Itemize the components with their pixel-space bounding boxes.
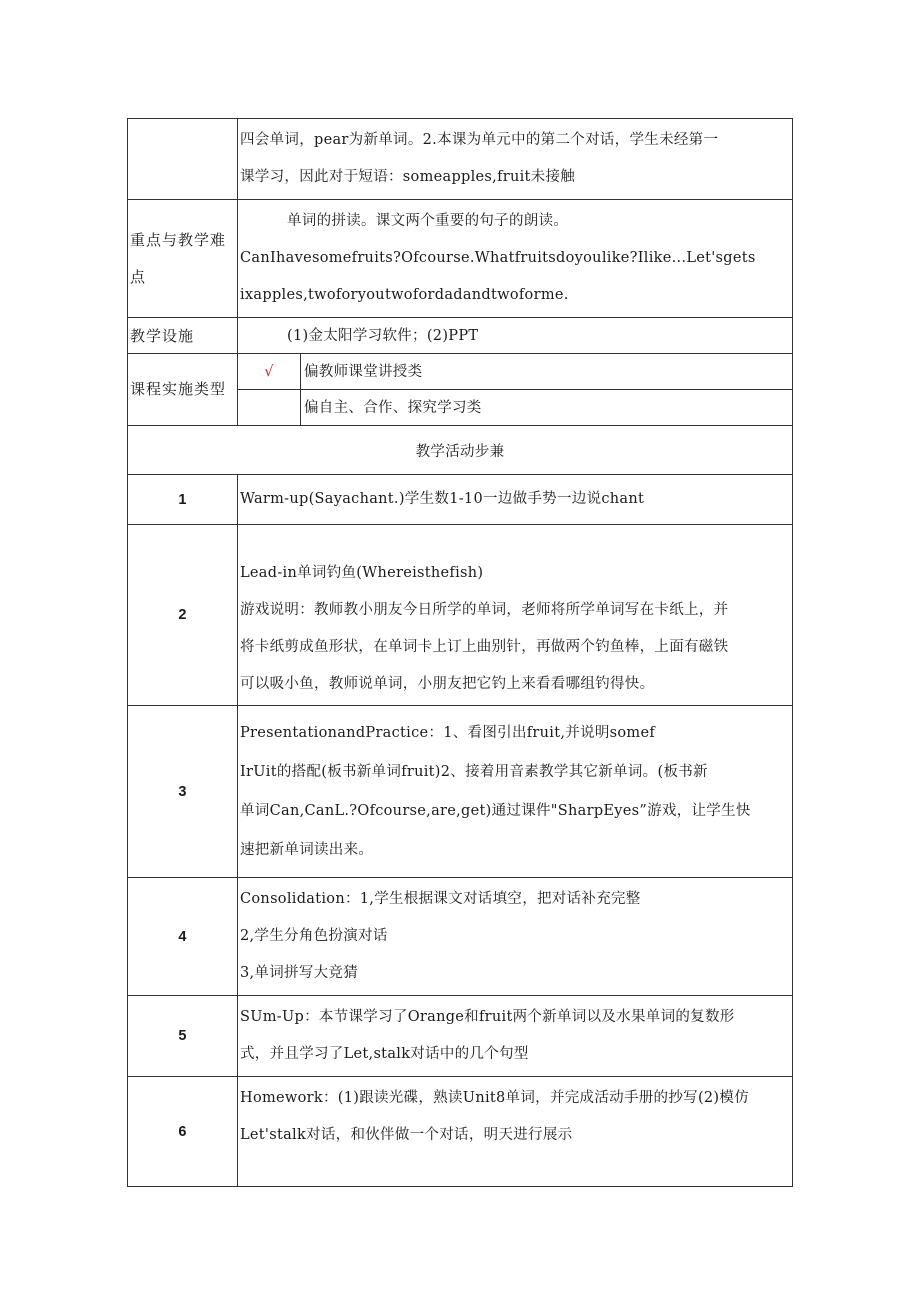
step-row-4 bbox=[128, 878, 793, 996]
facilities-row bbox=[128, 318, 793, 354]
intro-line-2: 课学习，因此对于短语：someapples,fruit未接触 bbox=[240, 169, 576, 185]
intro-text bbox=[238, 119, 792, 199]
step-row-1 bbox=[128, 475, 793, 525]
step-3-line-3: 单词Can,CanL.?Ofcourse,are,get)通过课件"SharpEyes”游戏，让学生快 bbox=[240, 802, 751, 819]
step-3-line-4: 速把新单词读出来。 bbox=[240, 841, 374, 858]
course-type-label-cell bbox=[128, 354, 238, 426]
step-2-line-1: Lead-in单词钓鱼(Whereisthefish) bbox=[240, 565, 484, 581]
steps-header-row bbox=[128, 426, 793, 475]
step-4-line-2: 2,学生分角色扮演对话 bbox=[240, 928, 388, 944]
step-3-line-1: PresentationandPractice：1、看图引出fruit,并说明somef bbox=[240, 724, 656, 741]
course-type-check-2 bbox=[238, 390, 301, 426]
step-row-2 bbox=[128, 525, 793, 706]
step-row-5 bbox=[128, 996, 793, 1077]
lesson-plan-table bbox=[127, 118, 793, 1187]
checkmark-icon: √ bbox=[264, 363, 274, 380]
step-5-line-2: 式，并且学习了Let,stalk对话中的几个句型 bbox=[240, 1046, 529, 1062]
step-row-6 bbox=[128, 1077, 793, 1187]
key-points-line-3: ixapples,twoforyoutwofordadandtwoforme. bbox=[240, 287, 569, 303]
step-content-4 bbox=[238, 878, 793, 996]
step-number-4: 4 bbox=[128, 878, 238, 996]
step-content-6 bbox=[238, 1077, 793, 1187]
step-number-2: 2 bbox=[128, 525, 238, 706]
step-number-5: 5 bbox=[128, 996, 238, 1077]
key-points-row bbox=[128, 200, 793, 318]
step-content-1 bbox=[238, 475, 793, 525]
key-points-label-cell bbox=[128, 200, 238, 318]
step-6-line-2: Let'stalk对话，和伙伴做一个对话，明天进行展示 bbox=[240, 1127, 573, 1143]
intro-content-cell bbox=[238, 119, 793, 200]
steps-header: 教学活动步兼 bbox=[128, 426, 793, 475]
facilities-text: (1)金太阳学习软件；(2)PPT bbox=[287, 327, 479, 344]
key-points-content-cell bbox=[238, 200, 793, 318]
facilities-content-cell bbox=[238, 318, 793, 354]
step-4-line-3: 3,单词拼写大竞猜 bbox=[240, 965, 359, 981]
step-5-line-1: SUm-Up：本节课学习了Orange和fruit两个新单词以及水果单词的复数形 bbox=[240, 1009, 735, 1025]
step-2-line-2: 游戏说明：教师教小朋友今日所学的单词，老师将所学单词写在卡纸上，并 bbox=[240, 602, 729, 618]
intro-line-1: 四会单词，pear为新单词。2.本课为单元中的第二个对话，学生未经第一 bbox=[240, 132, 719, 148]
course-type-option-2-cell bbox=[301, 390, 793, 426]
step-1-line-1: Warm-up(Sayachant.)学生数1-10一边做手势一边说chant bbox=[240, 491, 645, 507]
key-points-label: 重点与教学难点 bbox=[130, 230, 227, 286]
step-number-1: 1 bbox=[128, 475, 238, 525]
step-6-line-1: Homework：(1)跟读光碟，熟读Unit8单词，并完成活动手册的抄写(2)模仿 bbox=[240, 1090, 749, 1106]
step-row-3 bbox=[128, 706, 793, 878]
step-number-6: 6 bbox=[128, 1077, 238, 1187]
key-points-line-1: 单词的拼读。课文两个重要的句子的朗读。 bbox=[287, 213, 569, 229]
step-2-line-4: 可以吸小鱼，教师说单词，小朋友把它钓上来看看哪组钓得快。 bbox=[240, 676, 655, 692]
course-type-check-1 bbox=[238, 354, 301, 390]
course-type-option-1-cell bbox=[301, 354, 793, 390]
facilities-label: 教学设施 bbox=[130, 326, 195, 345]
course-type-label: 课程实施类型 bbox=[130, 380, 227, 398]
step-2-line-3: 将卡纸剪成鱼形状，在单词卡上订上曲别针，再做两个钓鱼棒，上面有磁铁 bbox=[240, 639, 729, 655]
key-points-text bbox=[238, 200, 792, 317]
step-number-3: 3 bbox=[128, 706, 238, 878]
step-content-2 bbox=[238, 525, 793, 706]
course-type-option-2: 偏自主、合作、探究学习类 bbox=[304, 399, 482, 416]
step-3-line-2: IrUit的搭配(板书新单词fruit)2、接着用音素教学其它新单词。(板书新 bbox=[240, 763, 708, 780]
course-type-option-1: 偏教师课堂讲授类 bbox=[304, 363, 423, 380]
step-4-line-1: Consolidation：1,学生根据课文对话填空，把对话补充完整 bbox=[240, 891, 641, 907]
step-content-5 bbox=[238, 996, 793, 1077]
step-content-3 bbox=[238, 706, 793, 878]
intro-row bbox=[128, 119, 793, 200]
facilities-label-cell bbox=[128, 318, 238, 354]
course-type-row-1 bbox=[128, 354, 793, 390]
key-points-line-2: CanIhavesomefruits?Ofcourse.Whatfruitsdoyoulike?Ilike...Let'sgets bbox=[240, 250, 756, 266]
intro-label-cell bbox=[128, 119, 238, 200]
